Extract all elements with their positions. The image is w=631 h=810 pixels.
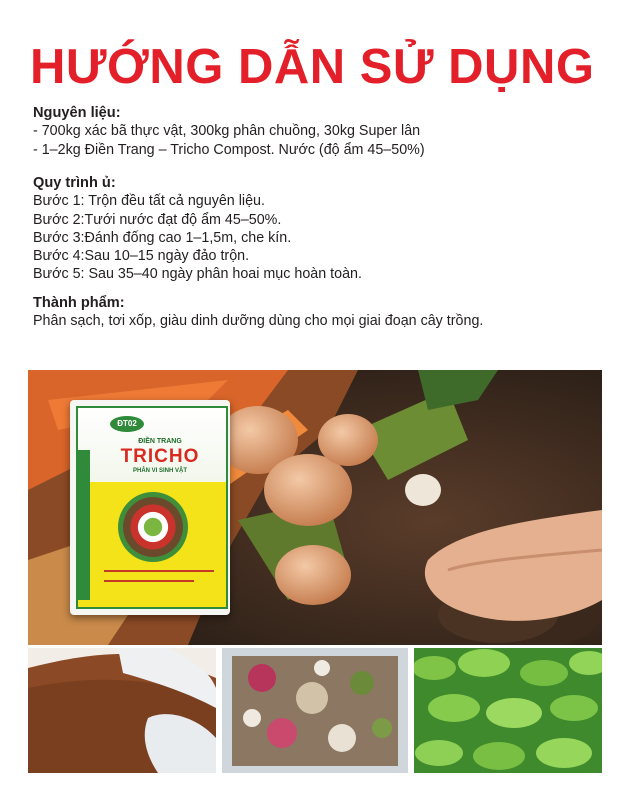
materials-section: [33, 104, 593, 159]
package-side-band: [78, 450, 90, 600]
compost-hands-image: [28, 648, 216, 773]
package-subtitle: PHÂN VI SINH VẬT: [132, 468, 187, 474]
package-product-graphic: [118, 492, 188, 562]
process-step: Bước 2:Tưới nước đạt độ ẩm 45–50%.: [33, 211, 282, 228]
process-section: [33, 174, 593, 284]
product-section: [33, 294, 593, 331]
compost-photo: [28, 370, 602, 645]
materials-line: - 1–2kg Điền Trang – Tricho Compost. Nước (độ ẩm 45–50%): [33, 141, 425, 158]
package-divider: [104, 570, 214, 572]
package-divider: [104, 580, 194, 582]
seedlings-photo: [414, 648, 602, 773]
process-step: Bước 3:Đánh đống cao 1–1,5m, che kín.: [33, 229, 292, 246]
process-step: Bước 1: Trộn đều tất cả nguyên liệu.: [33, 193, 265, 210]
product-heading: Thành phẩm:: [33, 295, 125, 311]
package-brand: ĐIỀN TRANG: [138, 438, 182, 445]
page-title: HƯỚNG DẪN SỬ DỤNG: [30, 40, 595, 94]
materials-heading: Nguyên liệu:: [33, 105, 121, 121]
tricho-product-package: [70, 400, 230, 615]
process-heading: Quy trình ủ:: [33, 175, 116, 191]
seedlings-image: [414, 648, 602, 773]
materials-line: - 700kg xác bã thực vật, 300kg phân chuồng, 30kg Super lân: [33, 123, 421, 140]
process-step: Bước 4:Sau 10–15 ngày đảo trộn.: [33, 248, 250, 265]
brand-logo-icon: ĐT02: [110, 416, 144, 432]
process-step: Bước 5: Sau 35–40 ngày phân hoai mục hoàn toàn.: [33, 266, 362, 283]
photo-collage: [28, 370, 602, 773]
compost-bin-photo: [222, 648, 408, 773]
compost-hands-photo: [28, 648, 216, 773]
compost-bin-image: [222, 648, 408, 773]
package-name: TRICHO: [120, 446, 200, 467]
product-text: Phân sạch, tơi xốp, giàu dinh dưỡng dùng cho mọi giai đoạn cây trồng.: [33, 313, 484, 330]
